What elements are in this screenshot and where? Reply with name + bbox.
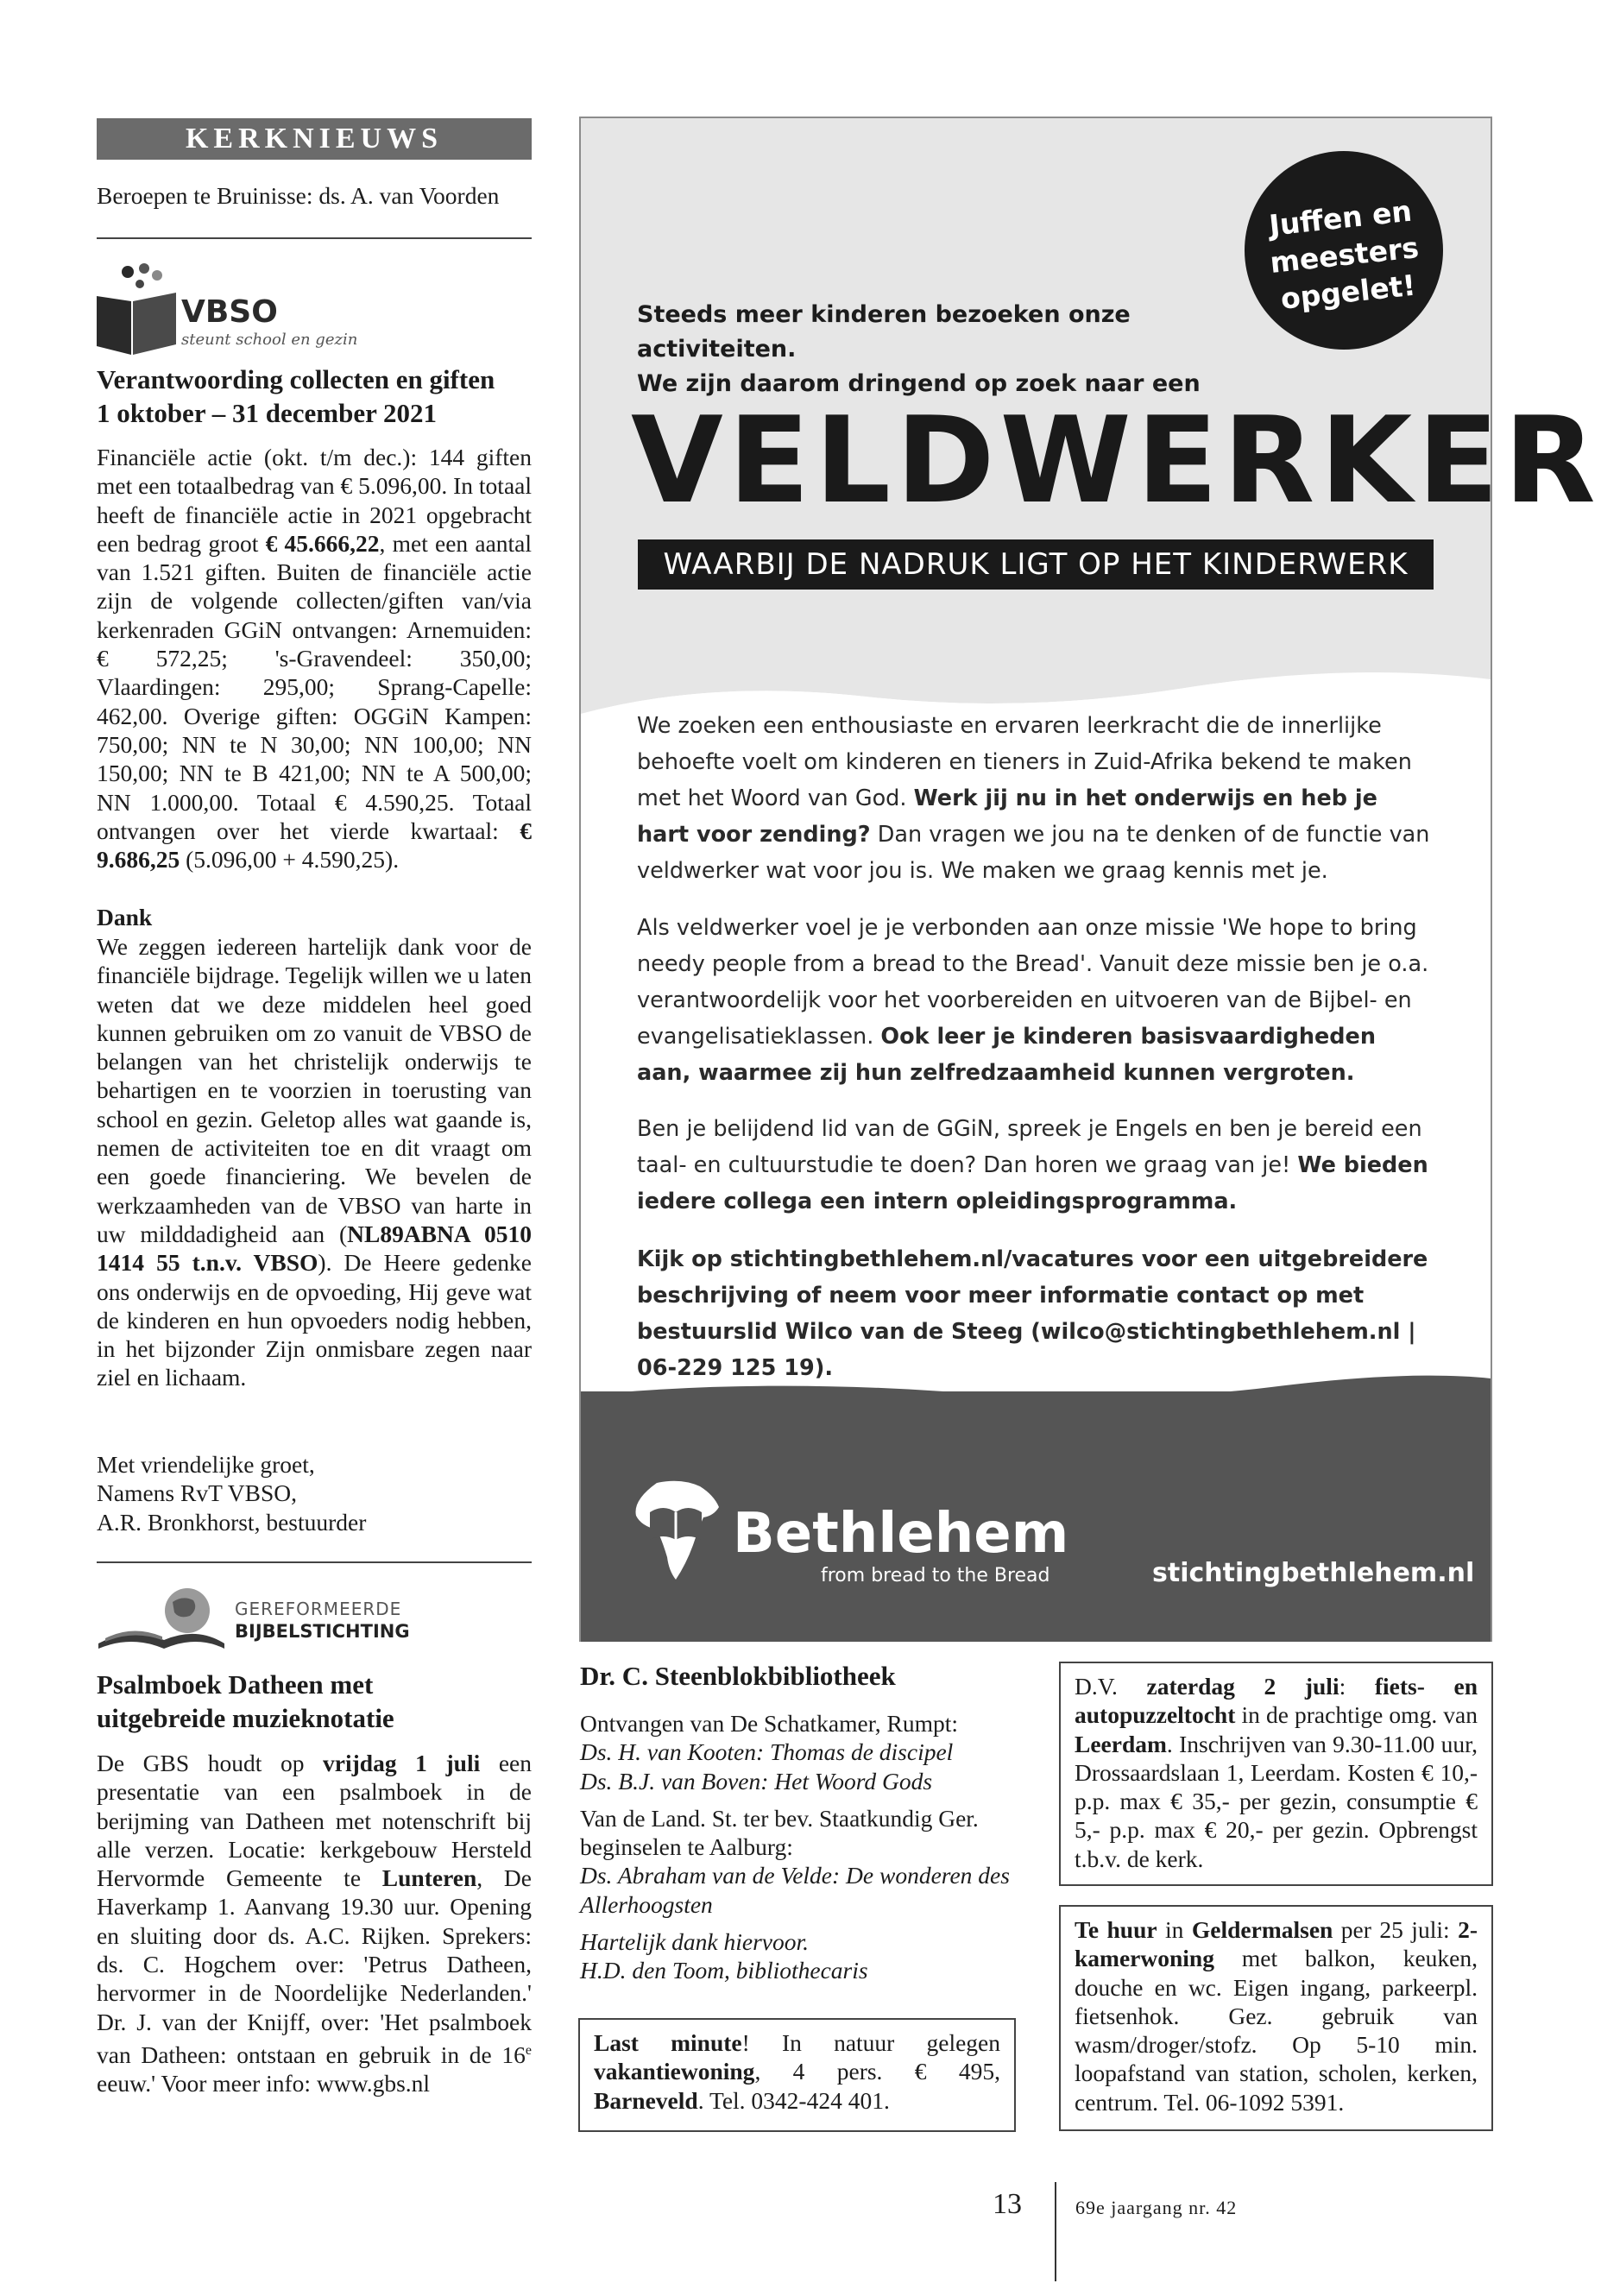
ad-paragraph-3: Ben je belijdend lid van de GGiN, spreek je Engels en ben je bereid een taal- en cultuurstudie te doen? Dan horen we graag van je! We bieden iedere collega een intern opleidingsprogramma.	[637, 1116, 1428, 1214]
divider	[97, 237, 532, 239]
bethlehem-tagline: from bread to the Bread	[821, 1565, 1050, 1586]
gbs-logo-line2: BIJBELSTICHTING	[235, 1621, 410, 1642]
juffen-badge: Juffen en meesters opgelet!	[1235, 142, 1453, 360]
vbso-signature: Met vriendelijke groet, Namens RvT VBSO, A.R. Bronkhorst, bestuurder	[97, 1451, 367, 1536]
dank-paragraph: We zeggen iedereen hartelijk dank voor de financiële bijdrage. Tegelijk willen we u laten weten dat we deze middelen heel goed kunnen gebruiken om zo vanuit de VBSO de belangen van het christelijk onderwijs te behartigen en te voorzien in toerusting van school en gezin. Geletop alles wat gaande is, nemen de activiteiten toe en dit vraagt om een goede financiering. We bevelen de werkzaamheden van de VBSO van harte in uw milddadigheid aan (NL89ABNA 0510 1414 55 t.n.v. VBSO). De Heere gedenke ons onderwijs en de opvoeding, Hij geve wat de kinderen en hun opvoeders nodig hebben, in het bijzonder Zijn onmisbare zegen naar ziel en lichaam.	[97, 933, 533, 1391]
vbso-heading: Verantwoording collecten en giften 1 oktober – 31 december 2021	[97, 364, 495, 428]
ad-title: VELDWERKER	[631, 391, 1601, 530]
vbso-logo-text: VBSO	[181, 294, 278, 330]
bethlehem-advertisement	[579, 117, 1601, 1642]
gbs-heading: Psalmboek Datheen met uitgebreide muzieknotatie	[97, 1669, 394, 1733]
beroepen-line: Beroepen te Bruinisse: ds. A. van Voorden	[97, 182, 500, 209]
vbso-logo-tagline: steunt school en gezin	[181, 331, 358, 349]
africa-logo-icon	[631, 1478, 726, 1586]
kerknieuws-header: KERKNIEUWS	[97, 118, 532, 160]
vbso-logo-icon	[97, 262, 183, 356]
steenblok-heading: Dr. C. Steenblokbibliotheek	[580, 1661, 896, 1691]
gbs-paragraph: De GBS houdt op vrijdag 1 juli een presentatie van een psalmboek in de berijming van Datheen met notenschrift bij alle verzen. Locatie: kerkgebouw Hersteld Hervormde Gemeente te Lunteren, De Haverkamp 1. Aanvang 19.30 uur. Opening en sluiting door ds. A.C. Rijken. Sprekers: ds. C. Hogchem over: 'Petrus Datheen, hervormer in de Noordelijke Nederlanden.' Dr. J. van der Knijff, over: 'Het psalmboek van Datheen: ontstaan en gebruik in de 16e eeuw.' Voor meer info: www.gbs.nl	[97, 1750, 532, 2097]
ad-intro: Steeds meer kinderen bezoeken onze activiteiten. We zijn daarom dringend op zoek naar een	[637, 301, 1201, 397]
lastminute-box: Last minute! In natuur gelegen vakantiewoning, 4 pers. € 495, Barneveld. Tel. 0342-424 401.	[578, 2018, 1016, 2132]
ad-paragraph-contact: Kijk op stichtingbethlehem.nl/vacatures voor een uitgebreidere beschrijving of neem voor meer informatie contact op met bestuurslid Wilco van de Steeg (wilco@stichtingbethlehem.nl | 06-229 125 19).	[637, 1246, 1428, 1381]
page-number: 13	[993, 2188, 1022, 2220]
bethlehem-logo-text: Bethlehem	[733, 1502, 1069, 1566]
gbs-logo	[97, 1586, 442, 1656]
tehuur-box: Te huur in Geldermalsen per 25 juli: 2-kamerwoning met balkon, keuken, douche en wc. Eigen ingang, parkeerpl. fietsenhok. Gez. gebruik van wasm/droger/stofz. Op 5-10 min. loopafstand van station, scholen, kerken, centrum. Tel. 06-1092 5391.	[1059, 1905, 1493, 2131]
gbs-logo-line1: GEREFORMEERDE	[235, 1599, 402, 1619]
ad-subtitle: WAARBIJ DE NADRUK LIGT OP HET KINDERWERK	[638, 539, 1434, 590]
divider	[97, 1561, 532, 1563]
vbso-financial-paragraph: Financiële actie (okt. t/m dec.): 144 giften met een totaalbedrag van € 5.096,00. In totaal heeft de financiële actie in 2021 opgebracht een bedrag groot € 45.666,22, met een aantal van 1.521 giften. Buiten de financiële actie zijn de volgende collecten/giften van/via kerkenraden GGiN ontvangen: Arnemuiden: € 572,25; 's-Gravendeel: 350,00; Vlaardingen: 295,00; Sprang-Capelle: 462,00. Overige giften: OGGiN Kampen: 750,00; NN te N 30,00; NN 100,00; NN 150,00; NN te B 421,00; NN te A 500,00; NN 1.000,00. Totaal € 4.590,25. Totaal ontvangen over het vierde kwartaal: € 9.686,25 (5.096,00 + 4.590,25).	[97, 444, 533, 874]
footer-divider	[1055, 2182, 1056, 2281]
issue-label: 69e jaargang nr. 42	[1075, 2197, 1238, 2218]
ad-paragraph-2: Als veldwerker voel je je verbonden aan onze missie 'We hope to bring needy people from a bread to the Bread'. Vanuit deze missie ben je o.a. verantwoordelijk voor het voorbereiden en uitvoeren van de Bijbel- en evangelisatieklassen. Ook leer je kinderen basisvaardigheden aan, waarmee zij hun zelfredzaamheid kunnen vergroten.	[637, 915, 1429, 1086]
vbso-logo	[97, 262, 399, 356]
steenblok-text: Ontvangen van De Schatkamer, Rumpt: Ds. H. van Kooten: Thomas de discipel Ds. B.J. van Boven: Het Woord Gods Van de Land. St. ter bev. Staatkundig Ger. beginselen te Aalburg: Ds. Abraham van de Velde: De wonderen des Allerhoogsten Hartelijk dank hiervoor. H.D. den Toom, bibliothecaris	[580, 1710, 1010, 1984]
bethlehem-url[interactable]: stichtingbethlehem.nl	[1152, 1558, 1475, 1588]
puzzeltocht-box: D.V. zaterdag 2 juli: fiets- en autopuzzeltocht in de prachtige omg. van Leerdam. Inschrijven van 9.30-11.00 uur, Drossaardslaan 1, Leerdam. Kosten € 10,- p.p. max € 35,- per gezin, consumptie € 5,- p.p. max € 20,- per gezin. Opbrengst t.b.v. de kerk.	[1059, 1662, 1493, 1886]
open-book-globe-icon	[97, 1586, 226, 1656]
ad-paragraph-1: We zoeken een enthousiaste en ervaren leerkracht die de innerlijke behoefte voelt om kinderen en tieners in Zuid-Afrika bekend te maken met het Woord van God. Werk jij nu in het onderwijs en heb je hart voor zending? Dan vragen we jou na te denken of de functie van veldwerker wat voor jou is. We maken we graag kennis met je.	[637, 713, 1430, 884]
dank-heading: Dank	[97, 904, 153, 930]
